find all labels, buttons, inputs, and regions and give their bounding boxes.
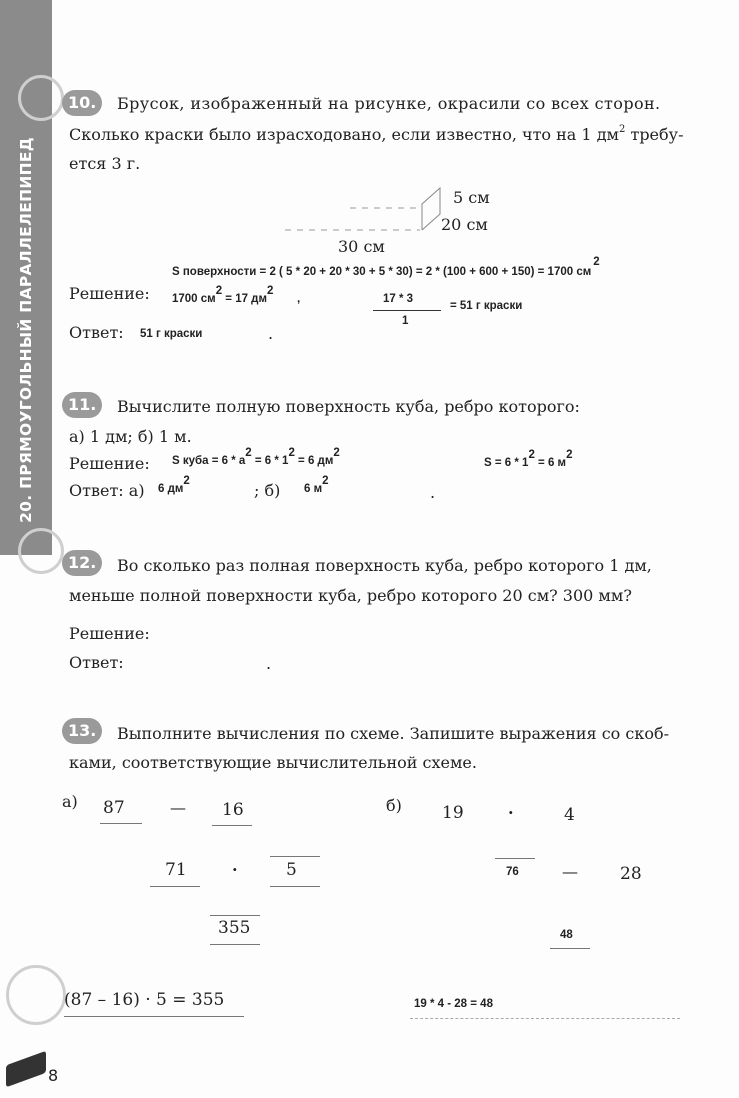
part-a-n3-line-bottom	[270, 886, 320, 887]
task-12-text-line2: меньше полной поверхности куба, ребро которого 20 см? 300 мм?	[69, 586, 632, 605]
part-a-result-line	[210, 915, 260, 916]
task-11-solution-a	[172, 447, 340, 467]
solution-line2a: 1700 см	[172, 293, 216, 305]
task-11-answer-sep: ; б)	[254, 481, 281, 500]
fraction-result: = 51 г краски	[450, 300, 523, 312]
part-a-op1: —	[170, 798, 186, 817]
answer-a-sup: 2	[183, 475, 190, 487]
block-figure	[280, 182, 450, 234]
task-11-answer-a	[158, 475, 190, 495]
fraction-numerator: 17 * 3	[383, 293, 414, 305]
decorative-ring-icon	[18, 75, 64, 121]
part-b-result: 48	[560, 929, 573, 941]
page-number: 8	[48, 1066, 59, 1085]
task-10-number: 10.	[62, 90, 102, 116]
task-12-number: 12.	[62, 550, 102, 576]
task-10-text-line1: Брусок, изображенный на рисунке, окрасили со всех сторон.	[117, 94, 661, 113]
fraction-line	[373, 310, 441, 311]
answer-b-text: 6 м	[304, 483, 323, 495]
task-12-text-line1: Во сколько раз полная поверхность куба, ребро которого 1 дм,	[117, 556, 652, 575]
task-13-text-line2: ками, соответствующие вычислительной схеме.	[69, 753, 477, 772]
part-b-op2: —	[562, 862, 578, 881]
task-12-answer-label: Ответ:	[69, 653, 124, 672]
task-10-text-line2a: Сколько краски было израсходовано, если известно, что на 1 дм	[69, 125, 619, 144]
part-a-n2-line	[212, 825, 252, 826]
sol-a-sup2: 2	[288, 447, 295, 459]
part-b-n3: 28	[620, 864, 642, 884]
part-a-r1: 71	[165, 860, 187, 880]
solution-line2b: = 17 дм	[222, 293, 267, 305]
task-10-answer-label: Ответ:	[69, 323, 124, 342]
task-10-answer-dot: .	[268, 324, 274, 343]
sol-b-sup2: 2	[566, 449, 573, 461]
task-10-text-line3: ется 3 г.	[69, 154, 141, 173]
task-13-text-line1: Выполните вычисления по схеме. Запишите выражения со скоб-	[117, 724, 670, 743]
task-13-number: 13.	[62, 718, 102, 744]
part-a-n3-line	[270, 856, 320, 857]
task-11-solution-b	[484, 449, 573, 469]
solution-line1-text: S поверхности = 2 ( 5 * 20 + 20 * 30 + 5 * 30) = 2 * (100 + 600 + 150) = 1700 см	[172, 266, 592, 278]
sol-b-sup1: 2	[528, 449, 535, 461]
task-12-answer-dot: .	[266, 654, 272, 673]
decorative-ring-icon	[18, 528, 64, 574]
task-10-solution-comma: ,	[297, 293, 301, 305]
sol-a-3: = 6 дм	[294, 455, 334, 467]
sol-a-2: = 6 * 1	[251, 455, 289, 467]
part-b-n2: 4	[564, 805, 575, 825]
task-10-answer-value: 51 г краски	[140, 328, 203, 340]
part-b-expression: 19 * 4 - 28 = 48	[414, 998, 493, 1010]
task-11-answer-dot: .	[430, 483, 436, 502]
sol-b-1: S = 6 * 1	[484, 457, 529, 469]
part-b-label: б)	[386, 796, 402, 815]
task-11-text-line1: Вычислите полную поверхность куба, ребро которого:	[117, 397, 580, 416]
solution-line2b-sup: 2	[267, 285, 274, 297]
sol-a-sup1: 2	[245, 447, 252, 459]
sol-a-sup3: 2	[333, 447, 340, 459]
part-a-n1-line	[100, 823, 142, 824]
part-b-result-line	[550, 948, 590, 949]
part-a-result-line-bottom	[210, 944, 260, 945]
solution-line2a-sup: 2	[215, 285, 223, 297]
sol-b-2: = 6 м	[534, 457, 567, 469]
part-a-expression-line	[64, 1016, 244, 1017]
chapter-title: 20. ПРЯМОУГОЛЬНЫЙ ПАРАЛЛЕЛЕПИПЕД	[17, 137, 35, 523]
part-b-r1: 76	[506, 866, 519, 878]
part-a-n1: 87	[103, 798, 125, 818]
fraction-denominator: 1	[402, 315, 409, 327]
task-11-text-line2: а) 1 дм; б) 1 м.	[69, 427, 192, 446]
task-11-solution-label: Решение:	[69, 454, 150, 473]
solution-line1-sup: 2	[593, 256, 600, 268]
task-11-answer-label: Ответ: а)	[69, 481, 145, 500]
dim-30cm: 30 см	[338, 237, 385, 256]
task-10-solution-line2	[172, 285, 274, 305]
part-b-expression-line	[410, 1018, 680, 1019]
task-10-text-line2b: требу-	[625, 125, 684, 144]
part-b-r1-line	[495, 858, 535, 859]
part-a-n3: 5	[286, 860, 297, 880]
answer-b-sup: 2	[322, 475, 329, 487]
part-b-op1: ·	[508, 803, 514, 822]
task-10-sup: 2	[619, 123, 626, 135]
part-a-op2: ·	[232, 860, 238, 879]
part-a-expression: (87 – 16) · 5 = 355	[64, 990, 225, 1010]
task-10-solution-label: Решение:	[69, 284, 150, 303]
dim-20cm: 20 см	[441, 215, 488, 234]
dim-5cm: 5 см	[453, 188, 490, 207]
part-a-n2: 16	[222, 800, 244, 820]
task-10-text-line2	[69, 125, 683, 144]
part-a-label: а)	[62, 792, 78, 811]
part-b-n1: 19	[442, 803, 464, 823]
page-badge-icon	[6, 1051, 46, 1088]
answer-a-text: 6 дм	[158, 483, 184, 495]
decorative-ring-icon	[6, 965, 66, 1025]
sol-a-1: S куба = 6 * а	[172, 455, 246, 467]
part-a-result: 355	[218, 918, 251, 938]
task-12-solution-label: Решение:	[69, 624, 150, 643]
task-11-number: 11.	[62, 392, 102, 418]
task-11-answer-b	[304, 475, 329, 495]
part-a-r1-line	[150, 886, 200, 887]
task-10-solution-line1	[172, 256, 600, 278]
